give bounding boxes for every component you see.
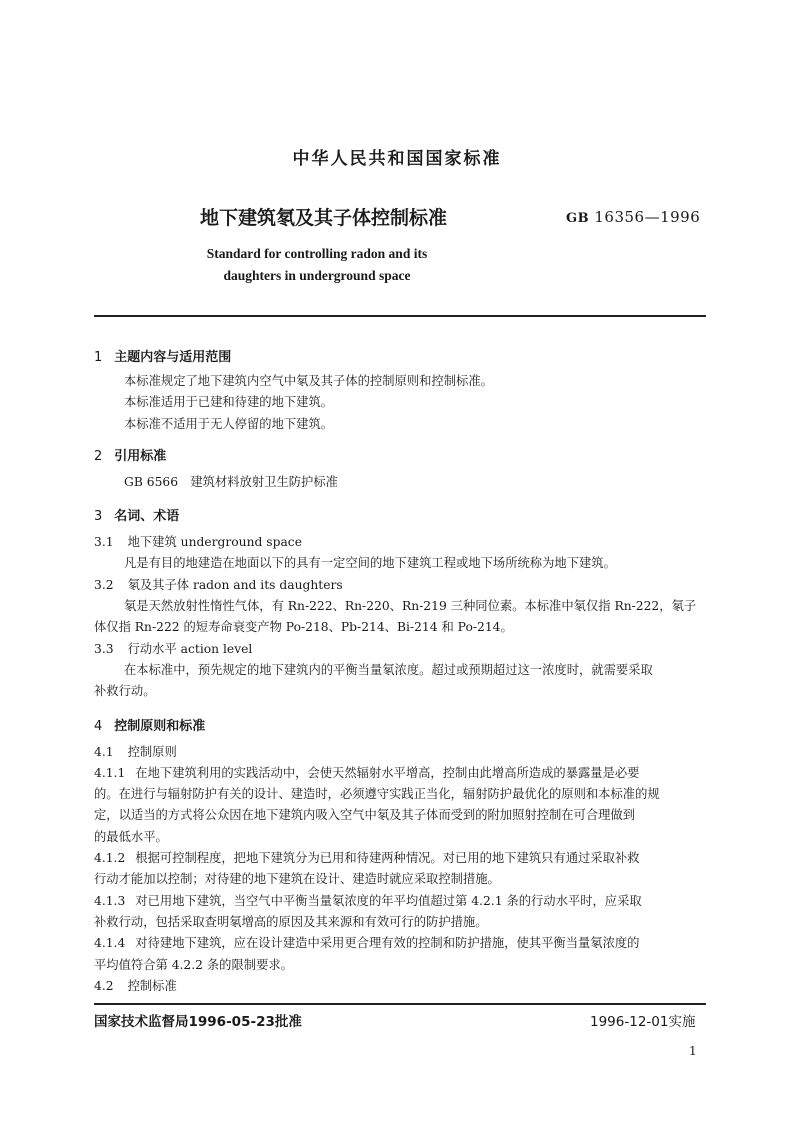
org-title: 中华人民共和国国家标准 xyxy=(292,149,502,169)
clause-4-1-1-cont: 的最低水平。 xyxy=(94,829,168,844)
standard-code: 16356—1996 xyxy=(594,208,701,226)
section-1-line: 本标准适用于已建和待建的地下建筑。 xyxy=(124,395,334,410)
section-3-heading: 3 名词、术语 xyxy=(94,509,180,525)
english-title xyxy=(0,243,634,287)
term-3-2-text: 体仅指 Rn-222 的短寿命衰变产物 Po-218、Pb-214、Bi-214 和 Po-214。 xyxy=(94,620,513,635)
document-title: 地下建筑氡及其子体控制标准 xyxy=(200,207,448,229)
term-3-3-text: 补救行动。 xyxy=(94,684,156,699)
bottom-divider xyxy=(94,1003,706,1005)
document-body xyxy=(94,346,706,997)
english-title-line2: daughters in underground space xyxy=(223,268,411,283)
page-number: 1 xyxy=(689,1044,697,1058)
clause-4-1-1-cont: 的。在进行与辐射防护有关的设计、建造时，必须遵守实践正当化，辐射防护最优化的原则和本标准的规 xyxy=(94,787,660,802)
section-1-heading: 1 主题内容与适用范围 xyxy=(94,350,232,365)
clause-4-1-3: 4.1.3 对已用地下建筑，当空气中平衡当量氡浓度的年平均值超过第 4.2.1 条的行动水平时，应采取 xyxy=(94,893,642,908)
term-3-2-heading: 3.2 氡及其子体 radon and its daughters xyxy=(94,577,343,592)
section-4-heading: 4 控制原则和标准 xyxy=(94,718,206,734)
term-3-1-heading: 3.1 地下建筑 underground space xyxy=(94,535,302,550)
clause-4-1-1-cont: 定，以适当的方式将公众因在地下建筑内吸入空气中氡及其子体而受到的附加照射控制在可合理做到 xyxy=(94,808,636,823)
clause-4-1-3-cont: 补救行动，包括采取查明氡增高的原因及其来源和有效可行的防护措施。 xyxy=(94,914,488,929)
top-divider xyxy=(94,315,706,317)
standard-prefix: GB xyxy=(566,211,590,226)
reference-standard: GB 6566 建筑材料放射卫生防护标准 xyxy=(124,474,338,489)
section-1-line: 本标准不适用于无人停留的地下建筑。 xyxy=(124,416,334,431)
clause-4-1-4-cont: 平均值符合第 4.2.2 条的限制要求。 xyxy=(94,957,293,972)
term-3-3-text: 在本标准中，预先规定的地下建筑内的平衡当量氡浓度。超过或预期超过这一浓度时，就需要采取 xyxy=(124,662,653,677)
term-3-3-heading: 3.3 行动水平 action level xyxy=(94,641,253,656)
term-3-2-text: 氡是天然放射性惰性气体，有 Rn-222、Rn-220、Rn-219 三种同位素。本标准中氡仅指 Rn-222，氡子 xyxy=(124,599,697,614)
clause-4-1-2-cont: 行动才能加以控制；对待建的地下建筑在设计、建造时就应采取控制措施。 xyxy=(94,872,500,887)
english-title-line1: Standard for controlling radon and its xyxy=(206,246,428,261)
clause-4-2-heading: 4.2 控制标准 xyxy=(94,978,177,993)
clause-4-1-heading: 4.1 控制原则 xyxy=(94,744,177,759)
term-3-1-text: 凡是有目的地建造在地面以下的具有一定空间的地下建筑工程或地下场所统称为地下建筑。 xyxy=(124,556,616,571)
clause-4-1-4: 4.1.4 对待建地下建筑，应在设计建造中采用更合理有效的控制和防护措施，使其平衡当量氡浓度的 xyxy=(94,936,640,951)
clause-4-1-2: 4.1.2 根据可控制程度，把地下建筑分为已用和待建两种情况。对已用的地下建筑只有通过采取补救 xyxy=(94,851,640,866)
section-2-heading: 2 引用标准 xyxy=(94,448,167,464)
section-1-line: 本标准规定了地下建筑内空气中氡及其子体的控制原则和控制标准。 xyxy=(124,374,493,388)
standard-number xyxy=(566,208,700,226)
approval-date: 国家技术监督局1996-05-23批准 xyxy=(94,1014,302,1030)
effective-date: 1996-12-01实施 xyxy=(590,1014,696,1030)
clause-4-1-1: 4.1.1 在地下建筑利用的实践活动中，会使天然辐射水平增高，控制由此增高所造成的暴露量是必要 xyxy=(94,765,640,780)
